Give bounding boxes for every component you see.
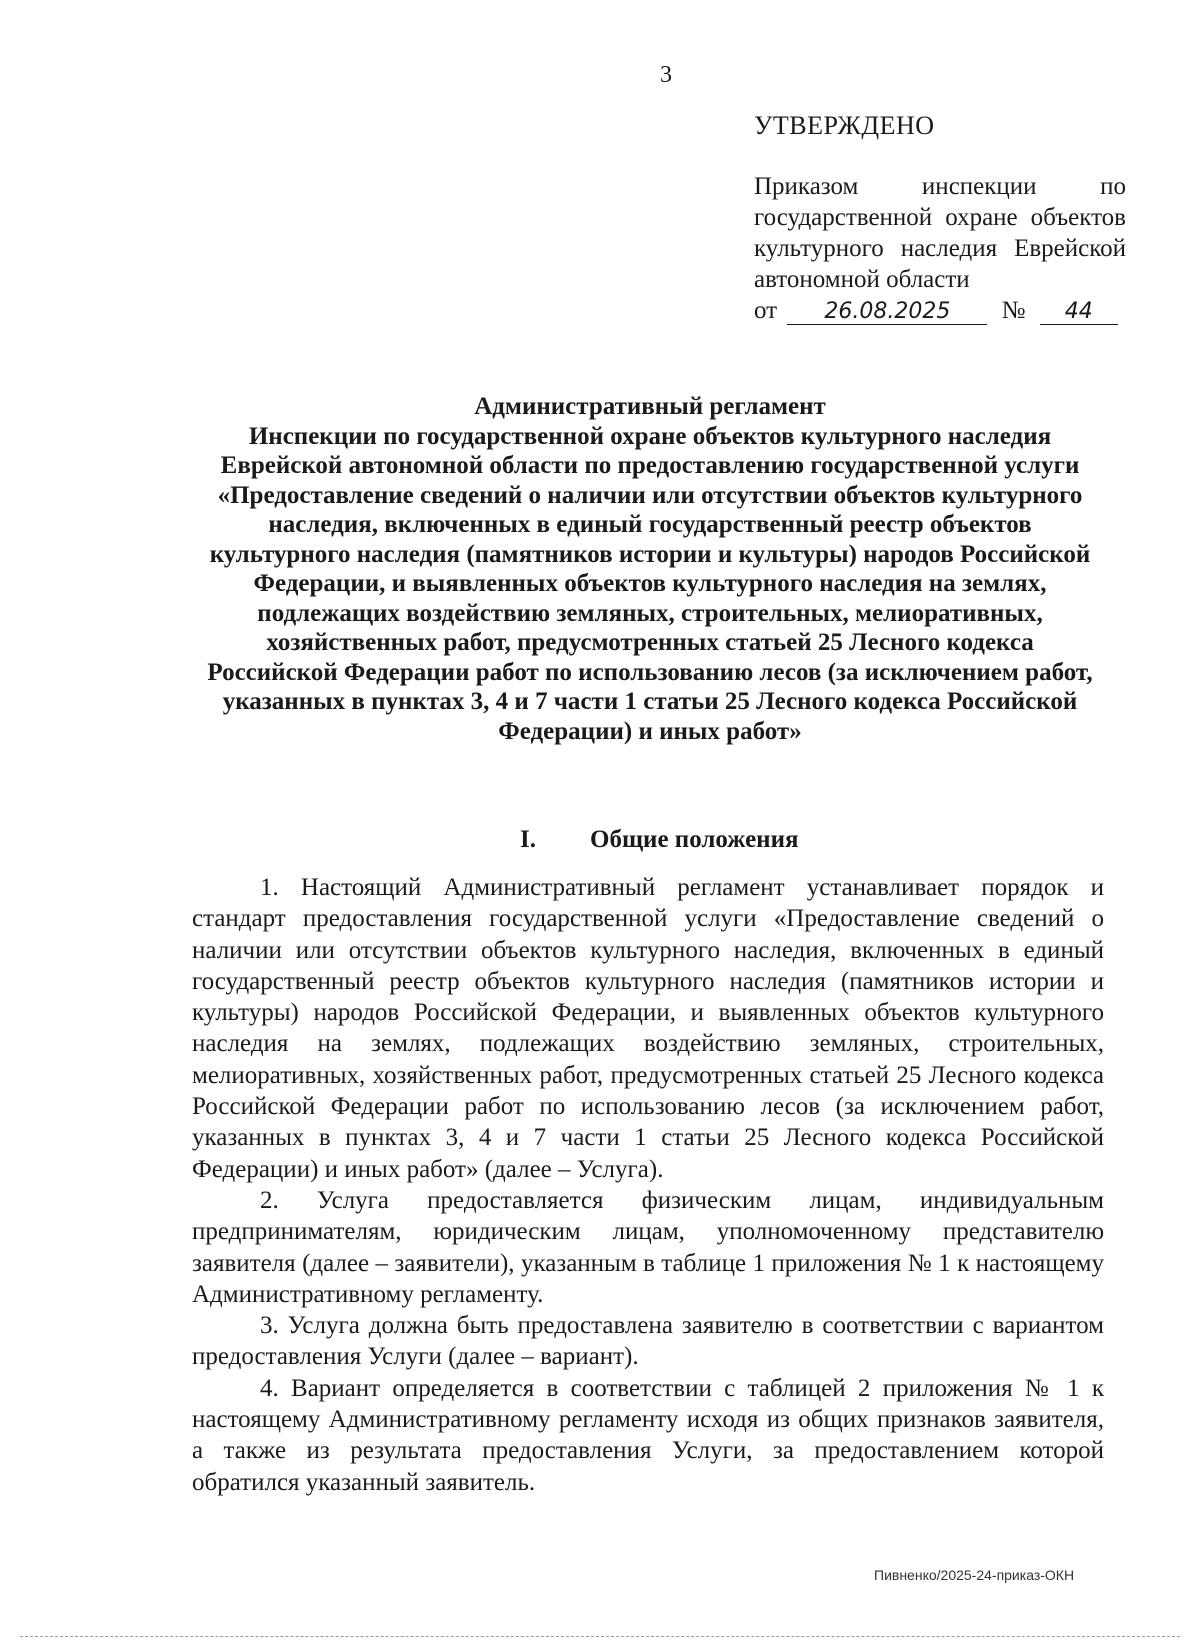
section-number: I. xyxy=(520,826,536,853)
approved-stamp-text: УТВЕРЖДЕНО xyxy=(754,111,935,140)
approval-date-line xyxy=(754,295,1126,326)
paragraph-3: 3. Услуга должна быть предоставлена заявителю в соответствии с вариантом предоставления Услуги (далее – вариант). xyxy=(192,1312,1104,1371)
number-sign: № xyxy=(1001,297,1026,324)
approval-block xyxy=(754,110,1126,326)
title-main: Административный регламент xyxy=(474,393,826,420)
footer-reference: Пивненко/2025-24-приказ-ОКН xyxy=(874,1567,1075,1583)
section-title: Общие положения xyxy=(590,826,799,853)
date-prefix: от xyxy=(754,297,778,324)
handwritten-number: 44 xyxy=(1040,300,1118,325)
scan-edge-line xyxy=(20,1636,1180,1637)
paragraph-4: 4. Вариант определяется в соответствии с таблицей 2 приложения № 1 к настоящему Административному регламенту исходя из общих признаков заявителя, а также из результата предоставления Услуги, за предоставлением которой обратился указанный заявитель. xyxy=(192,1374,1104,1496)
paragraph-1: 1. Настоящий Административный регламент устанавливает порядок и стандарт предоставления государственной услуги «Предоставление сведений о наличии или отсутствии объектов культурного наследия, включенных в единый государственный реестр объектов культурного наследия (памятников истории и культуры) народов Российской Федерации, и выявленных объектов культурного наследия на землях, подлежащих воздействию земляных, строительных, мелиоративных, хозяйственных работ, предусмотренных статьей 25 Лесного кодекса Российской Федерации работ по использованию лесов (за исключением работ, указанных в пунктах 3, 4 и 7 части 1 статьи 25 Лесного кодекса Российской Федерации) и иных работ» (далее – Услуга). xyxy=(192,874,1104,1183)
paragraph-2: 2. Услуга предоставляется физическим лицам, индивидуальным предпринимателям, юридическим лицам, уполномоченному представителю заявителя (далее – заявители), указанным в таблице 1 приложения № 1 к настоящему Административному регламенту. xyxy=(192,1186,1104,1308)
section-heading xyxy=(520,826,799,854)
handwritten-date: 26.08.2025 xyxy=(787,300,987,325)
approval-order-text: Приказом инспекции по государственной охране объектов культурного наследия Еврейской автономной области xyxy=(754,173,1126,293)
page-number: 3 xyxy=(660,62,672,88)
document-title xyxy=(200,392,1100,746)
title-subtitle: Инспекции по государственной охране объектов культурного наследия Еврейской автономной области по предоставлению государственной услуги «Предоставление сведений о наличии или отсутствии объектов культурного наследия, включенных в единый государственный реестр объектов культурного наследия (памятников истории и культуры) народов Российской Федерации, и выявленных объектов культурного наследия на землях, подлежащих воздействию земляных, строительных, мелиоративных, хозяйственных работ, предусмотренных статьей 25 Лесного кодекса Российской Федерации работ по использованию лесов (за исключением работ, указанных в пунктах 3, 4 и 7 части 1 статьи 25 Лесного кодекса Российской Федерации) и иных работ» xyxy=(207,422,1093,745)
body-text xyxy=(192,872,1104,1498)
